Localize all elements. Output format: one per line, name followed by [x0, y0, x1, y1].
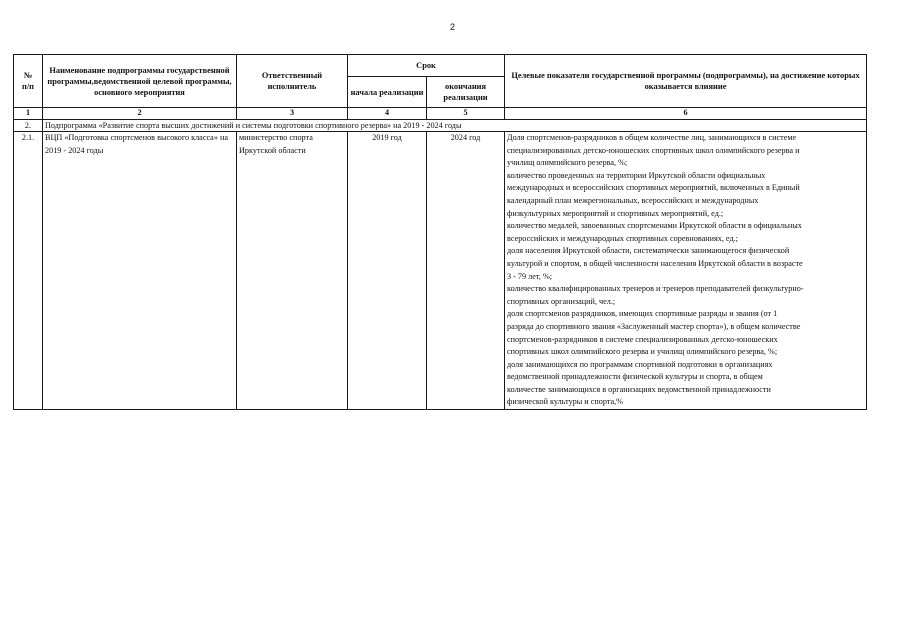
row-end-year: 2024 год	[427, 132, 505, 410]
indicator-line: доля населения Иркутской области, систематически занимающегося физической	[507, 246, 790, 256]
row-executor: министерство спорта Иркутской области	[237, 132, 348, 410]
table-row	[14, 132, 867, 410]
column-index: 2	[43, 108, 237, 120]
indicator-line: спортсменов-разрядников в системе специализированных детско-юношеских	[507, 334, 778, 344]
indicator-line: спортивных организаций, чел.;	[507, 296, 616, 306]
indicator-line: Доля спортсменов-разрядников в общем количестве лиц, занимающихся в системе	[507, 133, 797, 142]
header-num: № п/п	[14, 55, 43, 108]
header-executor: Ответственный исполнитель	[237, 55, 348, 108]
row-indicators	[505, 132, 867, 410]
header-term: Срок	[348, 55, 505, 77]
indicator-line: календарный план межрегиональных, всероссийских и международных	[507, 195, 759, 205]
column-index: 4	[348, 108, 427, 120]
column-index: 5	[427, 108, 505, 120]
indicator-line: количестве занимающихся в организациях ведомственной принадлежности	[507, 384, 771, 394]
indicator-line: училищ олимпийского резерва, %;	[507, 158, 628, 168]
indicator-line: специализированных детско-юношеских спортивных школ олимпийского резерва и	[507, 145, 800, 155]
indicator-line: физкультурных мероприятий и спортивных мероприятий, ед.;	[507, 208, 724, 218]
indicator-line: доля занимающихся по программам спортивной подготовки в организациях	[507, 359, 773, 369]
indicator-line: физической культуры и спорта,%	[507, 397, 624, 407]
program-table	[13, 54, 867, 410]
indicator-line: культурой и спортом, в общей численности населения Иркутской области в возрасте	[507, 258, 803, 268]
indicator-line: количество квалифицированных тренеров и тренеров преподавателей физкультурно-	[507, 284, 804, 294]
indicator-line: количество медалей, завоеванных спортсменами Иркутской области в официальных	[507, 221, 802, 231]
header-end: окончания реализации	[427, 77, 505, 108]
indicator-line: разряда до спортивного звания «Заслуженный мастер спорта»), в общем количестве	[507, 321, 801, 331]
row-program-name: ВЦП «Подготовка спортсменов высокого класса» на 2019 - 2024 годы	[43, 132, 237, 410]
header-row	[14, 55, 867, 77]
indicator-line: международных и всероссийских спортивных мероприятий, включенных в Единый	[507, 183, 800, 193]
subprogram-number: 2.	[14, 120, 43, 132]
column-index-row	[14, 108, 867, 120]
subprogram-title: Подпрограмма «Развитие спорта высших достижений и системы подготовки спортивного резерва» на 2019 - 2024 годы	[43, 120, 867, 132]
indicator-line: всероссийских и международных спортивных соревнованиях, ед.;	[507, 233, 738, 243]
indicator-line: спортивных школ олимпийского резерва и училищ олимпийского резерва, %;	[507, 347, 778, 357]
header-start: начала реализации	[348, 77, 427, 108]
indicator-line: ведомственной принадлежности физической культуры и спорта, в общем	[507, 372, 763, 382]
subprogram-row	[14, 120, 867, 132]
row-number: 2.1.	[14, 132, 43, 410]
page-number: 2	[449, 22, 455, 32]
column-index: 3	[237, 108, 348, 120]
indicator-line: доля спортсменов разрядников, имеющих спортивные разряды и звания (от 1	[507, 309, 778, 319]
column-index: 6	[505, 108, 867, 120]
header-name: Наименование подпрограммы государственной программы,ведомственной целевой программы, основного мероприятия	[43, 55, 237, 108]
indicator-line: 3 - 79 лет, %;	[507, 271, 553, 281]
column-index: 1	[14, 108, 43, 120]
indicator-line: количество проведенных на территории Иркутской области официальных	[507, 170, 766, 180]
row-start-year: 2019 год	[348, 132, 427, 410]
header-indicators: Целевые показатели государственной программы (подпрограммы), на достижение которых оказывается влияние	[505, 55, 867, 108]
